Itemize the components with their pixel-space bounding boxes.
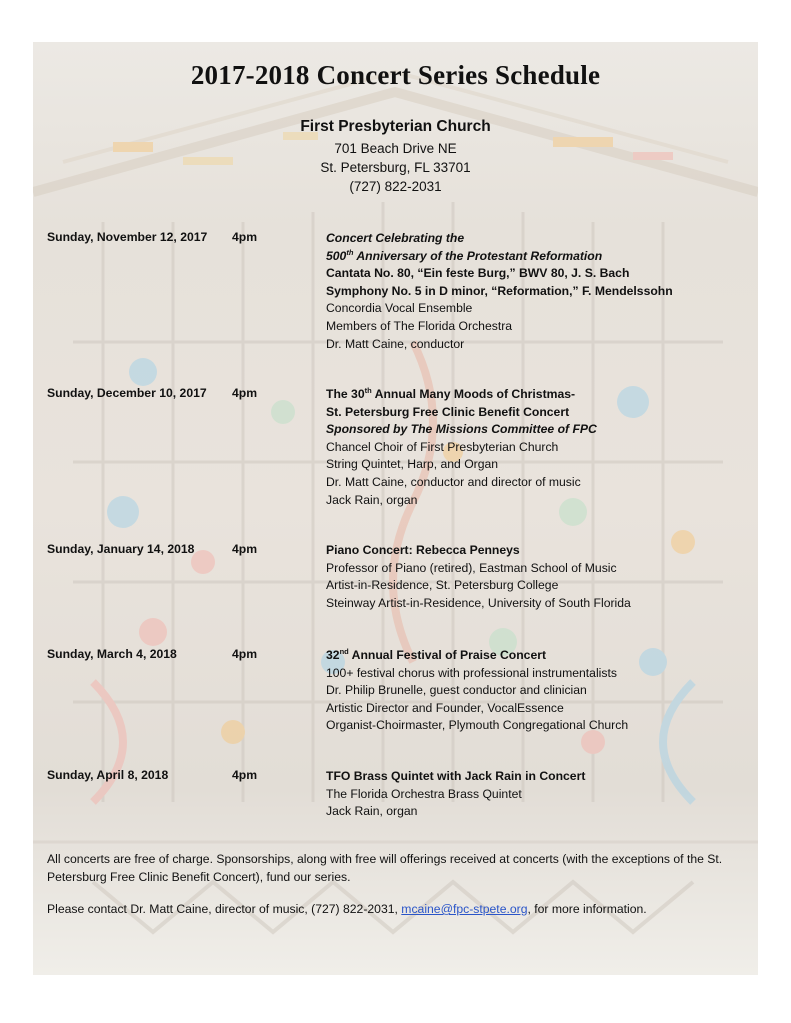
performer: 100+ festival chorus with professional instrumentalists (326, 665, 617, 680)
address-line-1: 701 Beach Drive NE (334, 141, 457, 156)
concert-time: 4pm (232, 542, 258, 556)
concert-details (326, 768, 746, 821)
program-item: Cantata No. 80, “Ein feste Burg,” BWV 80, J. S. Bach (326, 266, 630, 281)
contact-note: Please contact Dr. Matt Caine, director of music, (727) 822-2031, mcaine@fpc-stpete.org, for more information. (47, 902, 647, 916)
concert-title: 500th Anniversary of the Protestant Reformation (326, 247, 603, 263)
performer: Artist-in-Residence, St. Petersburg College (326, 578, 559, 593)
concert-date: Sunday, April 8, 2018 (47, 768, 169, 782)
church-name: First Presbyterian Church (300, 118, 491, 135)
concert-title: Concert Celebrating the (326, 231, 465, 245)
performer: Artistic Director and Founder, VocalEssence (326, 700, 564, 715)
performer: Dr. Matt Caine, conductor (326, 336, 465, 351)
performer: Steinway Artist-in-Residence, University of South Florida (326, 595, 631, 610)
concert-details (326, 542, 746, 612)
page-title: 2017-2018 Concert Series Schedule (190, 60, 601, 90)
performer: Jack Rain, organ (326, 492, 418, 507)
program-item: Symphony No. 5 in D minor, “Reformation,” F. Mendelssohn (326, 283, 673, 298)
concert-time: 4pm (232, 647, 258, 661)
email-link[interactable]: mcaine@fpc-stpete.org (401, 902, 528, 916)
performer: Dr. Matt Caine, conductor and director of music (326, 474, 581, 489)
footer-notes (47, 850, 747, 932)
concert-title: 32nd Annual Festival of Praise Concert (326, 647, 547, 662)
performer: Concordia Vocal Ensemble (326, 301, 473, 316)
concert-details (326, 647, 746, 735)
concert-details (326, 230, 746, 353)
concert-title: Piano Concert: Rebecca Penneys (326, 543, 520, 557)
sponsor-line: Sponsored by The Missions Committee of FPC (326, 422, 597, 437)
concert-time: 4pm (232, 386, 258, 400)
performer: The Florida Orchestra Brass Quintet (326, 786, 522, 801)
performer: Organist-Choirmaster, Plymouth Congregational Church (326, 718, 629, 733)
performer: Chancel Choir of First Presbyterian Church (326, 439, 559, 454)
concert-title: The 30th Annual Many Moods of Christmas- (326, 386, 576, 401)
concert-title: TFO Brass Quintet with Jack Rain in Concert (326, 769, 586, 783)
concert-title: St. Petersburg Free Clinic Benefit Concert (326, 404, 570, 419)
concert-date: Sunday, March 4, 2018 (47, 647, 177, 661)
concert-time: 4pm (232, 230, 258, 244)
concert-date: Sunday, January 14, 2018 (47, 542, 195, 556)
concert-time: 4pm (232, 768, 258, 782)
performer: Members of The Florida Orchestra (326, 318, 513, 333)
concert-date: Sunday, December 10, 2017 (47, 386, 207, 400)
performer: Dr. Philip Brunelle, guest conductor and clinician (326, 683, 587, 698)
performer: String Quintet, Harp, and Organ (326, 457, 499, 472)
address-line-2: St. Petersburg, FL 33701 (320, 160, 471, 175)
performer: Jack Rain, organ (326, 804, 418, 819)
church-phone: (727) 822-2031 (349, 179, 442, 194)
performer: Professor of Piano (retired), Eastman School of Music (326, 560, 617, 575)
concert-date: Sunday, November 12, 2017 (47, 230, 208, 244)
concert-details (326, 386, 746, 509)
free-of-charge-note: All concerts are free of charge. Sponsorships, along with free will offerings received at concerts (with the exceptions of the St. Petersburg Free Clinic Benefit Concert), fund our series. (47, 852, 723, 884)
